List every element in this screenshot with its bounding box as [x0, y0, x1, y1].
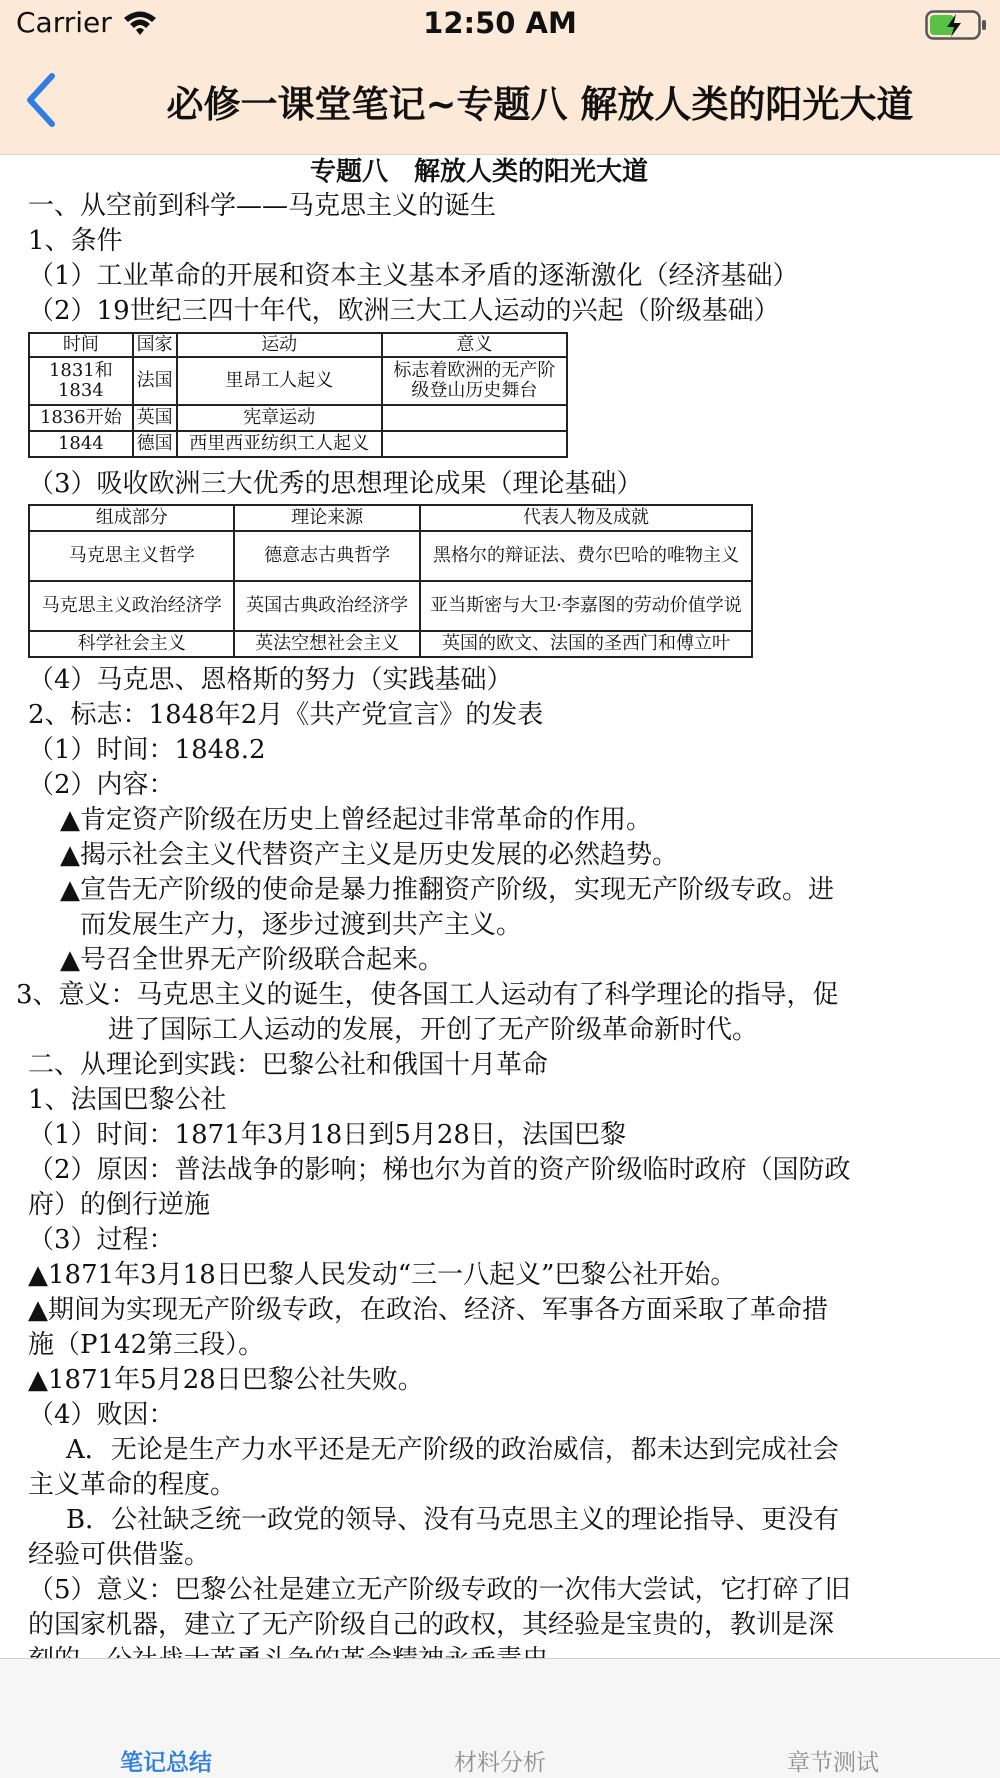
bullet-line: ▲1871年3月18日巴黎人民发动“三一八起义”巴黎公社开始。: [28, 1260, 737, 1290]
back-button[interactable]: [20, 70, 80, 136]
text-line: （2）内容：: [28, 770, 175, 800]
table-cell: 1836开始: [29, 405, 133, 431]
bullet-line: ▲揭示社会主义代替资产主义是历史发展的必然趋势。: [60, 840, 678, 870]
table-cell: 亚当斯密与大卫·李嘉图的劳动价值学说: [420, 581, 752, 631]
document-title: 专题八 解放人类的阳光大道: [310, 157, 649, 187]
subheading: 3、意义：马克思主义的诞生，使各国工人运动有了科学理论的指导，促: [16, 980, 839, 1010]
text-line: （4）败因：: [28, 1400, 175, 1430]
tab-notes-summary[interactable]: 笔记总结: [120, 1750, 212, 1776]
text-line: （2）19世纪三四十年代，欧洲三大工人运动的兴起（阶级基础）: [28, 296, 780, 326]
subheading: 1、条件: [28, 226, 123, 256]
text-line: （3）吸收欧洲三大优秀的思想理论成果（理论基础）: [28, 469, 643, 499]
table-header: 时间: [29, 333, 133, 357]
table-cell: 英国古典政治经济学: [234, 581, 419, 631]
text-line: 而发展生产力，逐步过渡到共产主义。: [80, 910, 523, 940]
table-header: 运动: [177, 333, 382, 357]
text-line: A．无论是生产力水平还是无产阶级的政治威信，都未达到完成社会: [66, 1435, 839, 1465]
table-cell: [382, 431, 567, 457]
bullet-line: ▲号召全世界无产阶级联合起来。: [60, 945, 444, 975]
text-line: B．公社缺乏统一政党的领导、没有马克思主义的理论指导、更没有: [66, 1505, 840, 1535]
status-time: 12:50 AM: [423, 6, 577, 40]
note-document[interactable]: [0, 156, 1000, 1658]
table-cell: 黑格尔的辩证法、费尔巴哈的唯物主义: [420, 531, 752, 581]
table-cell: 法国: [133, 357, 177, 405]
tab-bar: [0, 1658, 1000, 1778]
bullet-line: ▲1871年5月28日巴黎公社失败。: [28, 1365, 424, 1395]
text-line: 府）的倒行逆施: [28, 1190, 211, 1220]
carrier-label: Carrier: [16, 6, 112, 39]
table-cell: 1844: [29, 431, 133, 457]
table-header: 意义: [382, 333, 567, 357]
workers-movement-table: [28, 332, 568, 458]
text-line: （2）原因：普法战争的影响；梯也尔为首的资产阶级临时政府（国防政: [28, 1155, 851, 1185]
table-row: [29, 631, 752, 657]
text-line: （3）过程：: [28, 1225, 175, 1255]
text-line: 主义革命的程度。: [28, 1470, 237, 1500]
bullet-line: ▲肯定资产阶级在历史上曾经起过非常革命的作用。: [60, 805, 652, 835]
battery-charging-icon: [925, 10, 987, 40]
text-line: 施（P142第三段）。: [28, 1330, 265, 1360]
table-header: 国家: [133, 333, 177, 357]
section-heading: 一、从空前到科学——马克思主义的诞生: [28, 191, 497, 221]
table-cell: 标志着欧洲的无产阶级登山历史舞台: [382, 357, 567, 405]
table-cell: 马克思主义哲学: [29, 531, 234, 581]
table-header: 组成部分: [29, 505, 234, 531]
chevron-left-icon: [20, 70, 60, 130]
table-row: [29, 431, 567, 457]
top-bar: [0, 0, 1000, 155]
text-line: 的国家机器，建立了无产阶级自己的政权，其经验是宝贵的，教训是深: [28, 1610, 835, 1640]
table-cell: 西里西亚纺织工人起义: [177, 431, 382, 457]
table-cell: 马克思主义政治经济学: [29, 581, 234, 631]
section-heading: 二、从理论到实践：巴黎公社和俄国十月革命: [28, 1050, 549, 1080]
theory-sources-table: [28, 504, 753, 658]
table-cell: 1831和1834: [29, 357, 133, 405]
table-cell: [382, 405, 567, 431]
table-cell: 英国的欧文、法国的圣西门和傅立叶: [420, 631, 752, 657]
status-bar: [0, 0, 1000, 50]
table-cell: 英国: [133, 405, 177, 431]
text-line: （1）工业革命的开展和资本主义基本矛盾的逐渐激化（经济基础）: [28, 261, 799, 291]
table-cell: 德意志古典哲学: [234, 531, 419, 581]
table-cell: 科学社会主义: [29, 631, 234, 657]
table-row: [29, 581, 752, 631]
table-cell: 德国: [133, 431, 177, 457]
tab-material-analysis[interactable]: 材料分析: [454, 1750, 546, 1776]
text-line: （5）意义：巴黎公社是建立无产阶级专政的一次伟大尝试，它打碎了旧: [28, 1575, 851, 1605]
table-cell: 英法空想社会主义: [234, 631, 419, 657]
nav-bar: [0, 50, 1000, 155]
bullet-line: ▲期间为实现无产阶级专政，在政治、经济、军事各方面采取了革命措: [28, 1295, 828, 1325]
table-row: [29, 357, 567, 405]
table-row: [29, 531, 752, 581]
bullet-line: ▲宣告无产阶级的使命是暴力推翻资产阶级，实现无产阶级专政。进: [60, 875, 834, 905]
table-row: [29, 405, 567, 431]
text-line: 经验可供借鉴。: [28, 1540, 211, 1570]
table-cell: 宪章运动: [177, 405, 382, 431]
text-line: （1）时间：1871年3月18日到5月28日，法国巴黎: [28, 1120, 626, 1150]
nav-title: 必修一课堂笔记~专题八 解放人类的阳光大道: [166, 83, 914, 126]
subheading: 1、法国巴黎公社: [28, 1085, 227, 1115]
text-line: 进了国际工人运动的发展，开创了无产阶级革命新时代。: [108, 1015, 759, 1045]
subheading: 2、标志：1848年2月《共产党宣言》的发表: [28, 700, 544, 730]
table-cell: 里昂工人起义: [177, 357, 382, 405]
table-header: 代表人物及成就: [420, 505, 752, 531]
text-line: （1）时间：1848.2: [28, 735, 266, 765]
text-line: （4）马克思、恩格斯的努力（实践基础）: [28, 665, 513, 695]
table-header: 理论来源: [234, 505, 419, 531]
tab-chapter-test[interactable]: 章节测试: [787, 1750, 879, 1776]
